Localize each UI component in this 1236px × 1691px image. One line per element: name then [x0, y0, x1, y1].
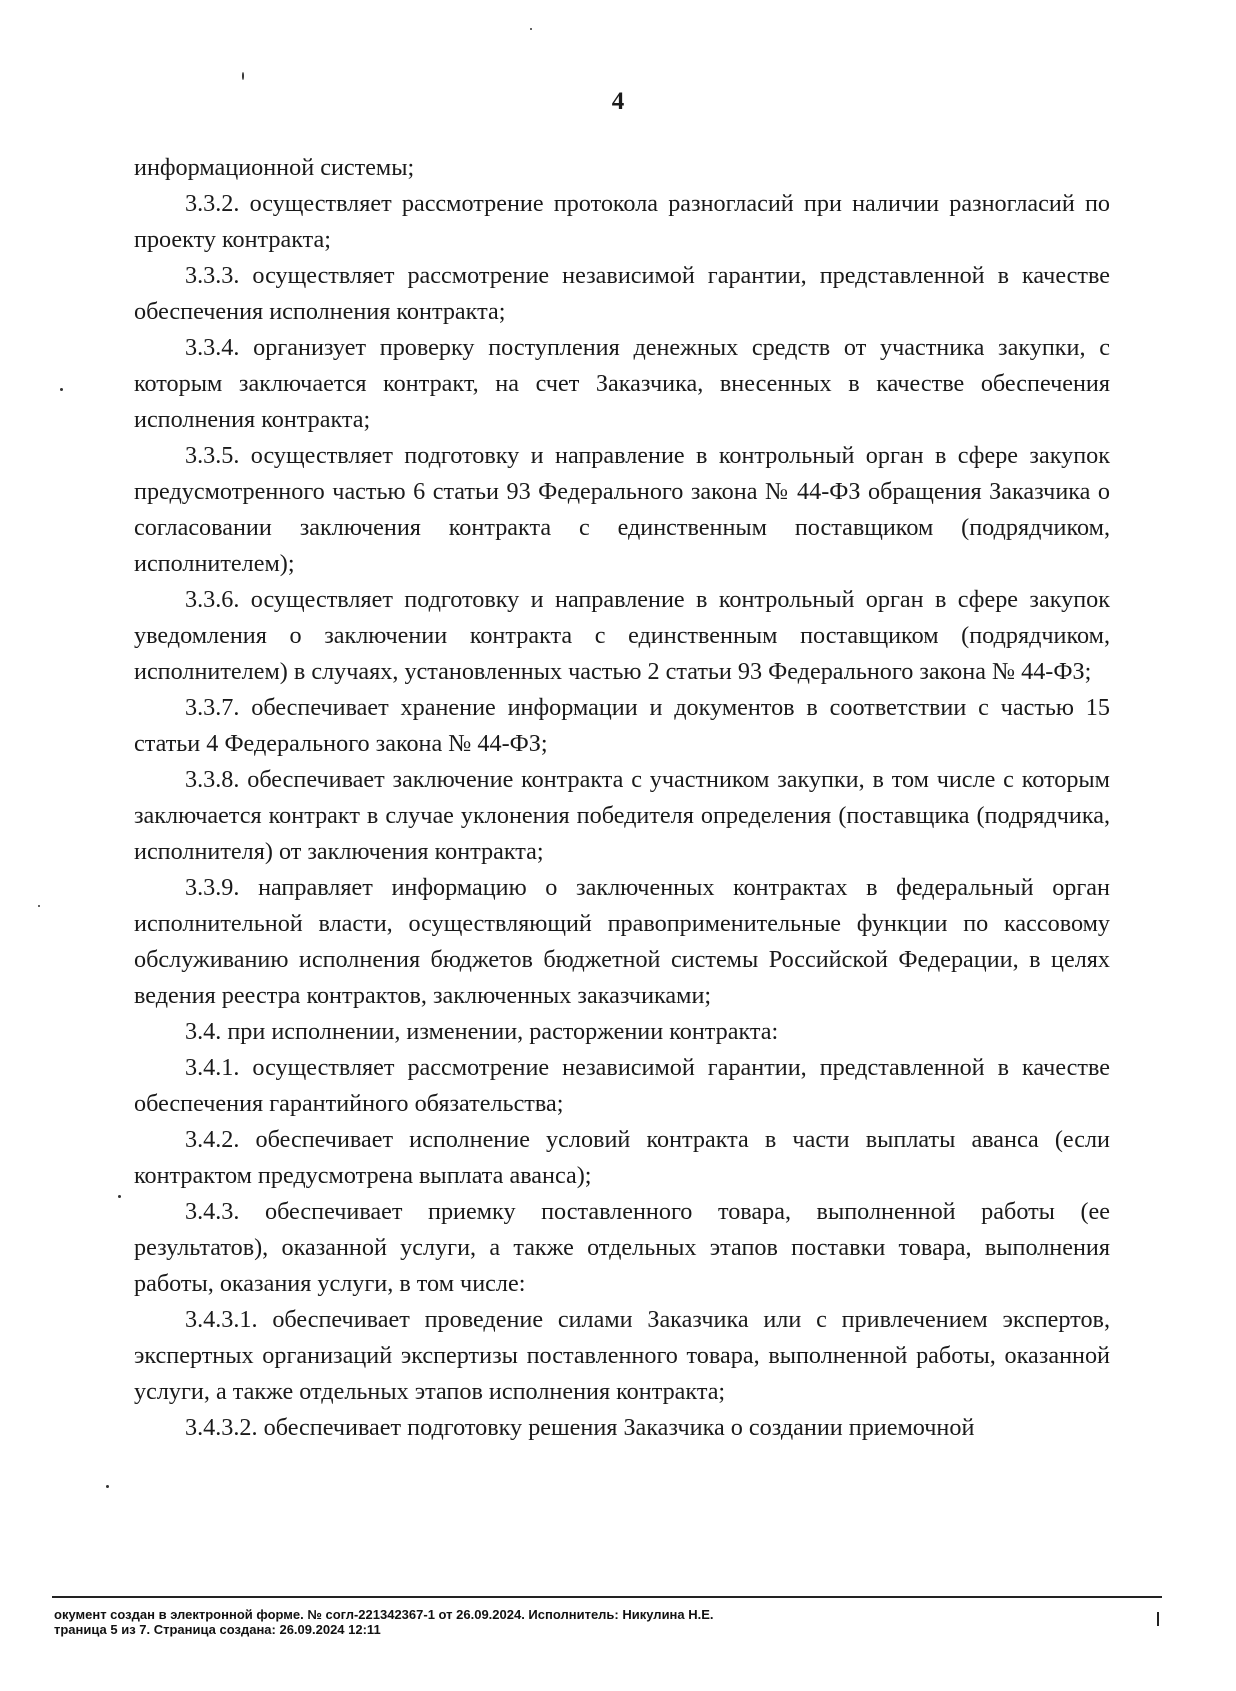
- paragraph-3-3-4: 3.3.4. организует проверку поступления денежных средств от участника закупки, с которым заключается контракт, на счет Заказчика, внесенных в качестве обеспечения исполнения контракта;: [134, 334, 1110, 433]
- margin-mark: [1157, 1612, 1159, 1626]
- page-number: 4: [611, 88, 625, 115]
- scan-speck: [106, 1485, 109, 1488]
- paragraph-3-4-2: 3.4.2. обеспечивает исполнение условий контракта в части выплаты аванса (если контрактом предусмотрена выплата аванса);: [134, 1126, 1110, 1189]
- paragraph-continuation: информационной системы;: [134, 154, 415, 181]
- scan-speck: [118, 1195, 121, 1198]
- scan-speck: [38, 905, 40, 907]
- paragraph-3-4-3-1: 3.4.3.1. обеспечивает проведение силами Заказчика или с привлечением экспертов, экспертных организаций экспертизы поставленного товара, выполненной работы, оказанной услуги, а также отдельных этапов исполнения контракта;: [134, 1306, 1110, 1405]
- paragraph-3-3-8: 3.3.8. обеспечивает заключение контракта с участником закупки, в том числе с которым заключается контракт в случае уклонения победителя определения (поставщика (подрядчика, исполнителя) от заключения контракта;: [134, 766, 1110, 865]
- scan-speck: [530, 28, 532, 30]
- paragraph-3-3-3: 3.3.3. осуществляет рассмотрение независимой гарантии, представленной в качестве обеспечения исполнения контракта;: [134, 262, 1110, 325]
- scan-speck: [242, 72, 244, 80]
- paragraph-3-4-3: 3.4.3. обеспечивает приемку поставленного товара, выполненной работы (ее результатов), оказанной услуги, а также отдельных этапов поставки товара, выполнения работы, оказания услуги, в том числе:: [134, 1198, 1110, 1297]
- paragraph-3-3-9: 3.3.9. направляет информацию о заключенных контрактах в федеральный орган исполнительной власти, осуществляющий правоприменительные функции по кассовому обслуживанию исполнения бюджетов бюджетной системы Российской Федерации, в целях ведения реестра контрактов, заключенных заказчиками;: [134, 874, 1110, 1009]
- paragraph-3-4-3-2: 3.4.3.2. обеспечивает подготовку решения Заказчика о создании приемочной: [185, 1414, 975, 1441]
- paragraph-3-4-1: 3.4.1. осуществляет рассмотрение независимой гарантии, представленной в качестве обеспечения гарантийного обязательства;: [134, 1054, 1110, 1117]
- paragraph-3-4: 3.4. при исполнении, изменении, расторжении контракта:: [185, 1018, 779, 1045]
- document-body: [134, 150, 1110, 1446]
- paragraph-3-3-6: 3.3.6. осуществляет подготовку и направление в контрольный орган в сфере закупок уведомления о заключении контракта с единственным поставщиком (подрядчиком, исполнителем) в случаях, установленных частью 2 статьи 93 Федерального закона № 44-ФЗ;: [134, 586, 1110, 685]
- footer-page-info: траница 5 из 7. Страница создана: 26.09.2024 12:11: [54, 1622, 381, 1637]
- paragraph-3-3-7: 3.3.7. обеспечивает хранение информации и документов в соответствии с частью 15 статьи 4 Федерального закона № 44-ФЗ;: [134, 694, 1110, 757]
- paragraph-3-3-5: 3.3.5. осуществляет подготовку и направление в контрольный орган в сфере закупок предусмотренного частью 6 статьи 93 Федерального закона № 44-ФЗ обращения Заказчика о согласовании заключения контракта с единственным поставщиком (подрядчиком, исполнителем);: [134, 442, 1110, 577]
- footer-document-info: окумент создан в электронной форме. № согл-221342367-1 от 26.09.2024. Исполнитель: Никулина Н.Е.: [54, 1607, 714, 1622]
- paragraph-3-3-2: 3.3.2. осуществляет рассмотрение протокола разногласий при наличии разногласий по проекту контракта;: [134, 190, 1110, 253]
- footer-divider: [52, 1596, 1162, 1598]
- scan-speck: [60, 388, 63, 391]
